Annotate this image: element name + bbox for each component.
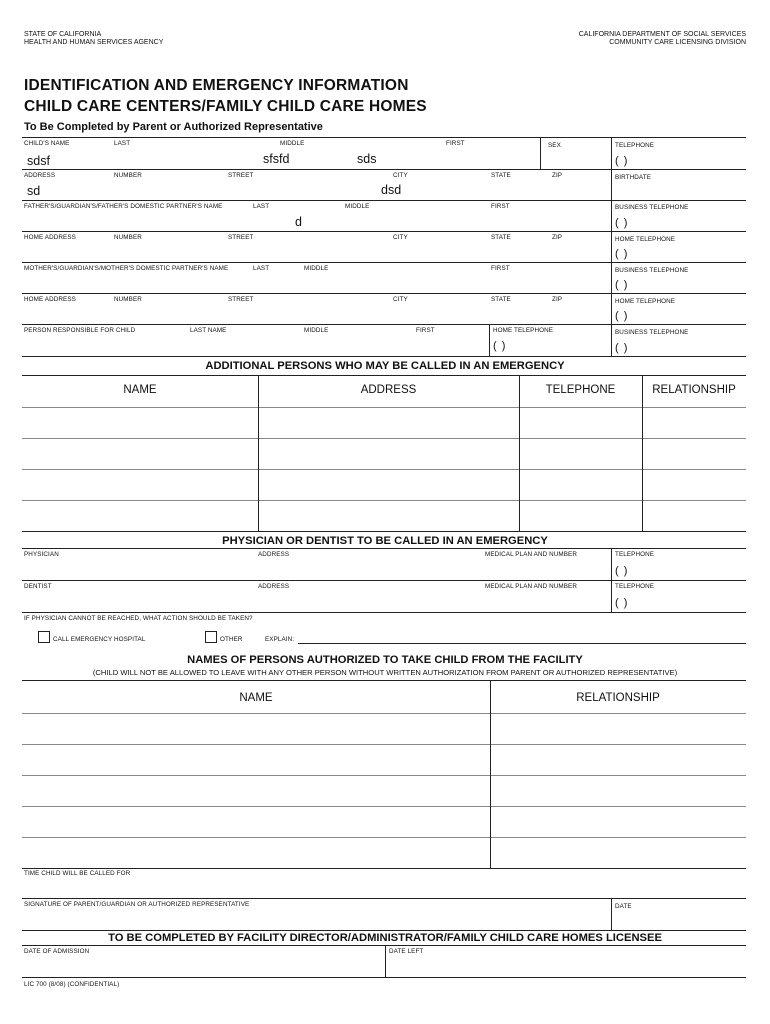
dentist-address-label: ADDRESS [258, 583, 290, 590]
mother-state-label: STATE [491, 296, 511, 303]
child-middle-name-field[interactable]: sfsfd [263, 152, 290, 166]
authorized-row-4[interactable] [22, 807, 490, 837]
explain-label: EXPLAIN: [265, 636, 295, 643]
facility-section-heading: TO BE COMPLETED BY FACILITY DIRECTOR/ADMINISTRATOR/FAMILY CHILD CARE HOMES LICENSEE [108, 932, 662, 944]
dentist-telephone-label: TELEPHONE [615, 583, 655, 590]
mother-first-label: FIRST [491, 265, 510, 272]
father-middle-label: MIDDLE [345, 203, 370, 210]
number-label: NUMBER [114, 172, 142, 179]
authorized-row-2[interactable] [22, 745, 490, 775]
child-telephone-field[interactable]: ( ) [615, 155, 629, 167]
address-label: ADDRESS [24, 172, 56, 179]
date-left-label: DATE LEFT [389, 948, 424, 955]
father-city-label: CITY [393, 234, 408, 241]
additional-persons-heading: ADDITIONAL PERSONS WHO MAY BE CALLED IN AN EMERGENCY [205, 360, 565, 372]
person-business-telephone-label: BUSINESS TELEPHONE [615, 329, 689, 336]
childs-name-label: CHILD'S NAME [24, 140, 70, 147]
authorized-name-header: NAME [239, 692, 273, 704]
authorized-row-3[interactable] [22, 776, 490, 806]
father-home-telephone-field[interactable]: ( ) [615, 248, 629, 260]
father-first-label: FIRST [491, 203, 510, 210]
mother-city-label: CITY [393, 296, 408, 303]
dentist-label: DENTIST [24, 583, 52, 590]
father-street-label: STREET [228, 234, 254, 241]
father-name-label: FATHER'S/GUARDIAN'S/FATHER'S DOMESTIC PARTNER'S NAME [24, 203, 223, 210]
zip-label: ZIP [552, 172, 563, 179]
physician-unreachable-label: IF PHYSICIAN CANNOT BE REACHED, WHAT ACTION SHOULD BE TAKEN? [24, 615, 253, 622]
authorized-persons-note: (CHILD WILL NOT BE ALLOWED TO LEAVE WITH ANY OTHER PERSON WITHOUT WRITTEN AUTHORIZATION FROM PARENT OR AUTHORIZED REPRESENTATIVE) [92, 668, 678, 677]
person-business-telephone-field[interactable]: ( ) [615, 342, 629, 354]
person-responsible-label: PERSON RESPONSIBLE FOR CHILD [24, 327, 136, 334]
agency-header-right [579, 31, 746, 47]
call-emergency-hospital-checkbox[interactable] [38, 631, 50, 643]
mother-home-address-label: HOME ADDRESS [24, 296, 76, 303]
mother-last-label: LAST [253, 265, 270, 272]
dentist-medical-plan-label: MEDICAL PLAN AND NUMBER [485, 583, 577, 590]
emergency-telephone-header: TELEPHONE [545, 384, 616, 396]
father-home-telephone-label: HOME TELEPHONE [615, 236, 676, 243]
department-name: CALIFORNIA DEPARTMENT OF SOCIAL SERVICES [578, 31, 746, 38]
physician-label: PHYSICIAN [24, 551, 59, 558]
physician-medical-plan-label: MEDICAL PLAN AND NUMBER [485, 551, 577, 558]
father-home-address-label: HOME ADDRESS [24, 234, 76, 241]
date-label: DATE [615, 903, 632, 910]
physician-telephone-field[interactable]: ( ) [615, 565, 629, 577]
address-city-field[interactable]: dsd [381, 183, 402, 197]
emergency-row-3[interactable] [22, 470, 258, 500]
authorized-relationship-header: RELATIONSHIP [576, 692, 660, 704]
father-number-label: NUMBER [114, 234, 142, 241]
person-home-telephone-label: HOME TELEPHONE [493, 327, 554, 334]
explain-field[interactable] [298, 643, 746, 644]
mother-home-telephone-label: HOME TELEPHONE [615, 298, 676, 305]
telephone-label: TELEPHONE [615, 142, 655, 149]
emergency-row-4[interactable] [22, 501, 258, 531]
child-last-name-field[interactable]: sdsf [27, 154, 50, 168]
form-number-footer: LIC 700 (8/08) (CONFIDENTIAL) [24, 981, 120, 988]
mother-middle-label: MIDDLE [304, 265, 329, 272]
other-label: OTHER [220, 636, 243, 643]
form-title-line2: CHILD CARE CENTERS/FAMILY CHILD CARE HOMES [24, 98, 427, 115]
emergency-relationship-header: RELATIONSHIP [652, 384, 736, 396]
mother-business-telephone-label: BUSINESS TELEPHONE [615, 267, 689, 274]
call-emergency-hospital-label: CALL EMERGENCY HOSPITAL [53, 636, 146, 643]
mother-number-label: NUMBER [114, 296, 142, 303]
authorized-persons-heading: NAMES OF PERSONS AUTHORIZED TO TAKE CHILD FROM THE FACILITY [187, 654, 583, 666]
authorized-row-5[interactable] [22, 838, 490, 868]
emergency-address-header: ADDRESS [360, 384, 417, 396]
form-title-line1: IDENTIFICATION AND EMERGENCY INFORMATION [24, 77, 409, 94]
sex-label: SEX [548, 142, 561, 149]
father-zip-label: ZIP [552, 234, 563, 241]
person-home-telephone-field[interactable]: ( ) [493, 340, 507, 352]
father-last-name-field[interactable]: d [295, 215, 302, 229]
father-state-label: STATE [491, 234, 511, 241]
father-business-telephone-field[interactable]: ( ) [615, 217, 629, 229]
state-of-california: STATE OF CALIFORNIA [24, 31, 102, 38]
physician-address-label: ADDRESS [258, 551, 290, 558]
dentist-telephone-field[interactable]: ( ) [615, 597, 629, 609]
state-label: STATE [491, 172, 511, 179]
father-last-label: LAST [253, 203, 270, 210]
mother-street-label: STREET [228, 296, 254, 303]
street-label: STREET [228, 172, 254, 179]
other-checkbox[interactable] [205, 631, 217, 643]
emergency-name-header: NAME [123, 384, 157, 396]
child-middle-label: MIDDLE [280, 140, 305, 147]
person-middle-label: MIDDLE [304, 327, 329, 334]
time-child-called-label: TIME CHILD WILL BE CALLED FOR [24, 870, 131, 877]
address-number-field[interactable]: sd [27, 184, 41, 198]
birthdate-label: BIRTHDATE [615, 174, 652, 181]
emergency-row-1[interactable] [22, 408, 258, 438]
mother-business-telephone-field[interactable]: ( ) [615, 279, 629, 291]
child-last-label: LAST [114, 140, 131, 147]
agency-name: HEALTH AND HUMAN SERVICES AGENCY [24, 39, 164, 46]
mother-zip-label: ZIP [552, 296, 563, 303]
form-subtitle: To Be Completed by Parent or Authorized Representative [24, 121, 323, 133]
emergency-row-2[interactable] [22, 439, 258, 469]
person-first-label: FIRST [416, 327, 435, 334]
child-first-label: FIRST [446, 140, 465, 147]
physician-telephone-label: TELEPHONE [615, 551, 655, 558]
date-of-admission-label: DATE OF ADMISSION [24, 948, 90, 955]
city-label: CITY [393, 172, 408, 179]
person-last-name-label: LAST NAME [190, 327, 227, 334]
father-business-telephone-label: BUSINESS TELEPHONE [615, 204, 689, 211]
physician-heading: PHYSICIAN OR DENTIST TO BE CALLED IN AN EMERGENCY [222, 535, 548, 547]
division-name: COMMUNITY CARE LICENSING DIVISION [609, 39, 746, 46]
child-first-name-field[interactable]: sds [357, 152, 377, 166]
agency-header-left [24, 31, 163, 47]
authorized-row-1[interactable] [22, 714, 490, 744]
mother-name-label: MOTHER'S/GUARDIAN'S/MOTHER'S DOMESTIC PARTNER'S NAME [24, 265, 229, 272]
mother-home-telephone-field[interactable]: ( ) [615, 310, 629, 322]
signature-label: SIGNATURE OF PARENT/GUARDIAN OR AUTHORIZED REPRESENTATIVE [24, 901, 250, 908]
